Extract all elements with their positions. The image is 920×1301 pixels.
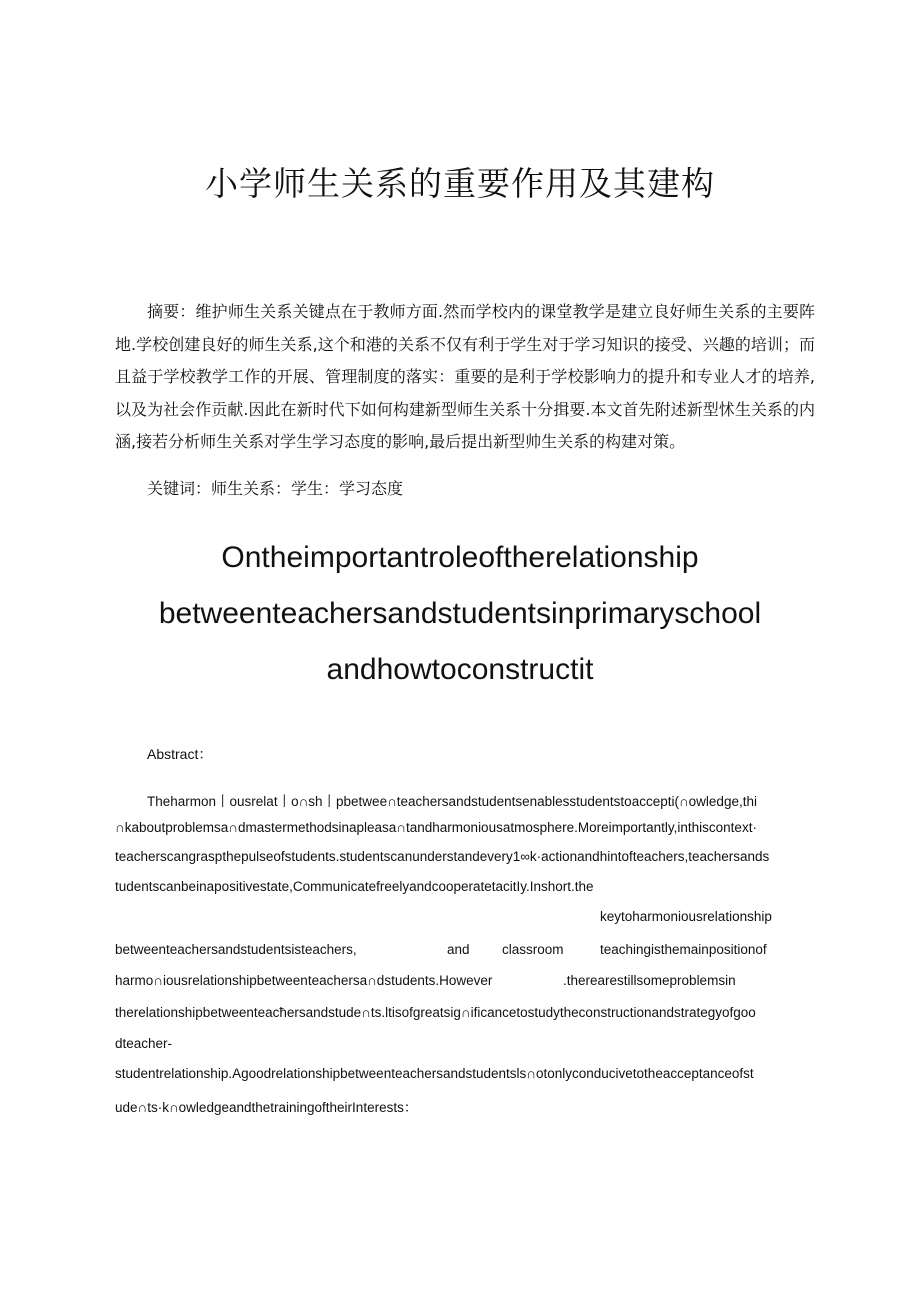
body-segment: betweenteachersandstudentsisteachers, [115,942,357,957]
chinese-keywords: 关键词：师生关系：学生：学习态度 [147,479,404,498]
chinese-title: 小学师生关系的重要作用及其建构 [205,164,715,203]
body-line: Theharmon丨ousrelat丨o∩sh丨pbetwee∩teachersandstudentsenablesstudentstoaccepti(∩owledge,thi [147,794,757,809]
body-line: tudentscanbeinapositivestate,CommunicatefreelyandcooperatetacitIy.Inshort.the [115,879,594,894]
body-segment: teachingisthemainpositionof [600,942,767,957]
body-line: therelationshipbetweenteacħersandstude∩ts.ltisofgreatsig∩ificancetostudytheconstructionandstrategyofgoo [115,1005,756,1020]
body-line: ude∩ts·k∩owledgeandthetrainingoftheirInterests： [115,1100,418,1115]
body-segment: harmo∩iousrelationshipbetweenteachersa∩dstudents.However [115,973,493,988]
body-segment: classroom [502,942,564,957]
body-line: dteacher- [115,1036,173,1051]
body-line: teacherscangraspthepulseofstudents.studentscanunderstandevery1∞k·actionandhintofteachers,teachersands [115,849,770,864]
abstract-label: Abstract： [147,746,213,762]
body-line-however [115,973,820,993]
english-title-line: betweenteachersandstudentsinprimaryschool [158,597,762,630]
english-title [0,530,920,698]
body-line: studentrelationship.Agoodrelationshipbetweenteachersandstudentsls∩otonlyconducivetotheacceptanceofst [115,1066,754,1081]
body-segment: and [447,942,470,957]
body-segment: .therearestillsomeproblemsin [563,973,736,988]
body-line-spread [115,942,820,962]
english-title-line: Ontheimportantroleoftherelationship [221,541,699,574]
english-title-line: andhowtoconstructit [326,653,594,686]
body-line: ∩kaboutproblemsa∩dmastermethodsinapleasa∩tandharmoniousatmosphere.Moreimportantly,inthiscontext· [115,820,757,835]
body-line: keytoharmoniousrelationship [600,909,772,924]
chinese-abstract: 摘要：维护师生关系关键点在于教师方面.然而学校内的课堂教学是建立良好师生关系的主要阵地.学校创建良好的师生关系,这个和港的关系不仅有利于学生对于学习知识的接受、兴趣的培训；而且益于学校教学工作的开展、管理制度的落实：重要的是利于学校影响力的提升和专业人才的培养,以及为社会作贡献.因此在新时代下如何构建新型师生关系十分揖要.本文首先附述新型怵生关系的内涵,接若分析师生关系对学生学习态度的影响,最后提出新型帅生关系的构建对策。 [115,302,815,451]
